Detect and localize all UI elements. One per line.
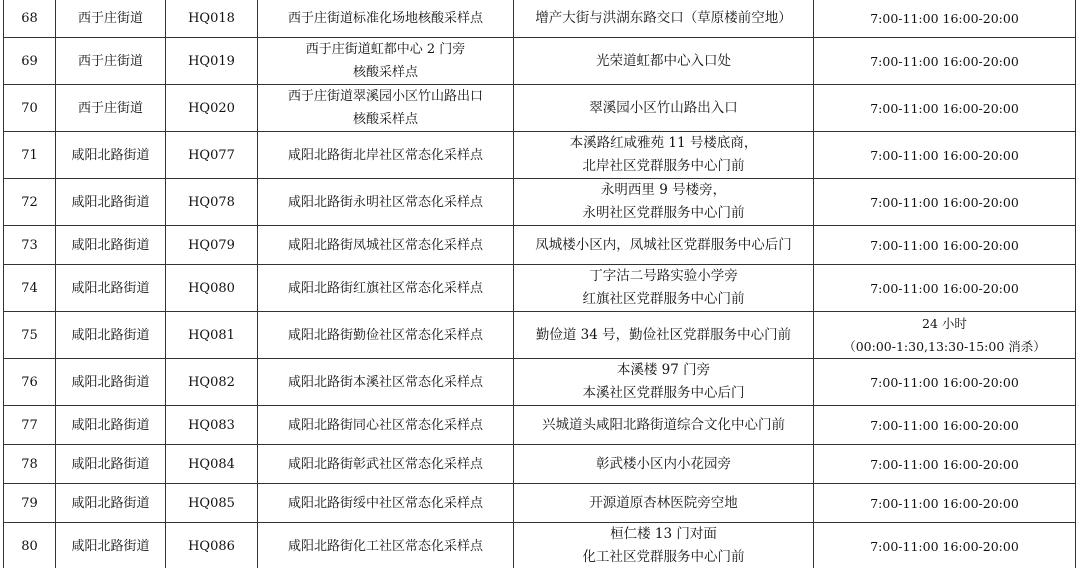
cell-site-name <box>258 38 514 85</box>
table-body <box>4 0 1076 568</box>
cell-address-line: 本溪社区党群服务中心后门 <box>582 385 745 401</box>
cell-site-name <box>258 523 514 568</box>
cell-hours <box>814 0 1076 38</box>
cell-site-code: HQ085 <box>166 484 258 523</box>
cell-address <box>514 132 814 179</box>
table-row <box>4 179 1076 226</box>
cell-hours <box>814 359 1076 406</box>
cell-number: 69 <box>4 38 56 85</box>
cell-hours-line: 7:00-11:00 16:00-20:00 <box>870 10 1019 26</box>
cell-site-name-line: 咸阳北路街同心社区常态化采样点 <box>287 417 483 433</box>
cell-number: 74 <box>4 265 56 312</box>
cell-number: 78 <box>4 445 56 484</box>
cell-address-line: 永明社区党群服务中心门前 <box>582 205 745 221</box>
cell-site-code: HQ019 <box>166 38 258 85</box>
cell-site-name-line: 咸阳北路街勤俭社区常态化采样点 <box>287 327 483 343</box>
table-row <box>4 132 1076 179</box>
cell-address-line: 红旗社区党群服务中心门前 <box>582 291 745 307</box>
cell-site-name-line: 咸阳北路街永明社区常态化采样点 <box>287 194 483 210</box>
cell-hours-line: 7:00-11:00 16:00-20:00 <box>870 417 1019 433</box>
cell-site-code: HQ083 <box>166 406 258 445</box>
cell-site-name-line: 咸阳北路街绥中社区常态化采样点 <box>287 495 483 511</box>
cell-address <box>514 85 814 132</box>
table-row <box>4 226 1076 265</box>
cell-street: 西于庄街道 <box>56 0 166 38</box>
cell-hours-line: 7:00-11:00 16:00-20:00 <box>870 194 1019 210</box>
cell-address-line: 开源道原杏林医院旁空地 <box>589 494 738 511</box>
cell-site-name <box>258 484 514 523</box>
cell-number: 75 <box>4 312 56 359</box>
cell-street: 咸阳北路街道 <box>56 445 166 484</box>
cell-hours <box>814 179 1076 226</box>
cell-site-code: HQ020 <box>166 85 258 132</box>
cell-site-name-line: 西于庄街道标准化场地核酸采样点 <box>287 10 483 26</box>
cell-hours-line: 24 小时 <box>922 316 967 331</box>
cell-number: 70 <box>4 85 56 132</box>
cell-address-line: 北岸社区党群服务中心门前 <box>582 158 745 174</box>
cell-address <box>514 312 814 359</box>
cell-address-line: 兴城道头咸阳北路街道综合文化中心门前 <box>542 416 785 433</box>
cell-hours <box>814 445 1076 484</box>
cell-site-name-line: 咸阳北路街红旗社区常态化采样点 <box>287 280 483 296</box>
table-row <box>4 312 1076 359</box>
cell-hours <box>814 38 1076 85</box>
cell-hours-line: 7:00-11:00 16:00-20:00 <box>870 374 1019 390</box>
cell-hours-line: （00:00-1:30,13:30-15:00 消杀） <box>843 339 1046 354</box>
cell-address-line: 永明西里 9 号楼旁， <box>600 182 727 198</box>
cell-hours <box>814 226 1076 265</box>
cell-site-name <box>258 312 514 359</box>
cell-address-line: 彰武楼小区内小花园旁 <box>596 455 731 472</box>
cell-hours <box>814 523 1076 568</box>
cell-site-name <box>258 0 514 38</box>
cell-site-name <box>258 179 514 226</box>
cell-address <box>514 226 814 265</box>
cell-street: 咸阳北路街道 <box>56 312 166 359</box>
cell-site-name <box>258 359 514 406</box>
cell-hours-line: 7:00-11:00 16:00-20:00 <box>870 53 1019 69</box>
cell-site-code: HQ078 <box>166 179 258 226</box>
cell-site-name-line: 西于庄街道虹都中心 2 门旁 <box>305 42 466 57</box>
cell-site-name <box>258 85 514 132</box>
table-row <box>4 359 1076 406</box>
cell-street: 西于庄街道 <box>56 38 166 85</box>
cell-site-code: HQ079 <box>166 226 258 265</box>
cell-site-name-line: 咸阳北路街彰武社区常态化采样点 <box>287 456 483 472</box>
cell-number: 68 <box>4 0 56 38</box>
cell-address-line: 勤俭道 34 号，勤俭社区党群服务中心门前 <box>535 326 792 343</box>
cell-hours-line: 7:00-11:00 16:00-20:00 <box>870 538 1019 554</box>
cell-hours <box>814 406 1076 445</box>
cell-site-name <box>258 132 514 179</box>
cell-address-line: 本溪路红咸雅苑 11 号楼底商， <box>569 135 758 151</box>
cell-site-name <box>258 406 514 445</box>
cell-hours <box>814 85 1076 132</box>
cell-street: 西于庄街道 <box>56 85 166 132</box>
cell-address-line: 丁字沽二号路实验小学旁 <box>589 268 738 284</box>
cell-address-line: 增产大街与洪湖东路交口（草原楼前空地） <box>535 9 792 26</box>
cell-site-code: HQ077 <box>166 132 258 179</box>
cell-site-name <box>258 265 514 312</box>
cell-site-code: HQ081 <box>166 312 258 359</box>
cell-address-line: 桓仁楼 13 门对面 <box>610 526 717 542</box>
cell-site-code: HQ086 <box>166 523 258 568</box>
cell-address <box>514 359 814 406</box>
table-row <box>4 445 1076 484</box>
cell-site-code: HQ082 <box>166 359 258 406</box>
cell-site-name-line: 西于庄街道翠溪园小区竹山路出口 <box>287 89 483 104</box>
cell-street: 咸阳北路街道 <box>56 359 166 406</box>
cell-site-code: HQ084 <box>166 445 258 484</box>
cell-street: 咸阳北路街道 <box>56 523 166 568</box>
table-row <box>4 484 1076 523</box>
cell-hours <box>814 312 1076 359</box>
cell-hours-line: 7:00-11:00 16:00-20:00 <box>870 237 1019 253</box>
cell-site-code: HQ080 <box>166 265 258 312</box>
cell-site-code: HQ018 <box>166 0 258 38</box>
cell-street: 咸阳北路街道 <box>56 179 166 226</box>
cell-site-name-line: 咸阳北路街凤城社区常态化采样点 <box>287 237 483 253</box>
cell-address <box>514 523 814 568</box>
cell-street: 咸阳北路街道 <box>56 226 166 265</box>
table-row <box>4 265 1076 312</box>
cell-street: 咸阳北路街道 <box>56 132 166 179</box>
cell-street: 咸阳北路街道 <box>56 484 166 523</box>
cell-site-name-line: 咸阳北路街化工社区常态化采样点 <box>287 538 483 554</box>
cell-address <box>514 0 814 38</box>
cell-site-name-line: 核酸采样点 <box>352 65 418 80</box>
cell-hours <box>814 132 1076 179</box>
cell-number: 76 <box>4 359 56 406</box>
cell-number: 77 <box>4 406 56 445</box>
cell-number: 72 <box>4 179 56 226</box>
cell-address <box>514 179 814 226</box>
cell-number: 73 <box>4 226 56 265</box>
cell-address-line: 凤城楼小区内，凤城社区党群服务中心后门 <box>535 236 792 253</box>
table-row <box>4 523 1076 568</box>
cell-site-name <box>258 445 514 484</box>
cell-site-name <box>258 226 514 265</box>
cell-street: 咸阳北路街道 <box>56 406 166 445</box>
cell-hours <box>814 265 1076 312</box>
cell-address <box>514 38 814 85</box>
cell-address <box>514 484 814 523</box>
cell-number: 80 <box>4 523 56 568</box>
cell-hours-line: 7:00-11:00 16:00-20:00 <box>870 280 1019 296</box>
cell-hours-line: 7:00-11:00 16:00-20:00 <box>870 147 1019 163</box>
cell-street: 咸阳北路街道 <box>56 265 166 312</box>
cell-address-line: 翠溪园小区竹山路出入口 <box>589 99 738 116</box>
cell-address-line: 化工社区党群服务中心门前 <box>582 549 745 565</box>
cell-address <box>514 445 814 484</box>
cell-hours <box>814 484 1076 523</box>
table-row <box>4 406 1076 445</box>
cell-address-line: 光荣道虹都中心入口处 <box>596 52 731 69</box>
cell-address <box>514 406 814 445</box>
table-row <box>4 85 1076 132</box>
cell-number: 71 <box>4 132 56 179</box>
cell-address-line: 本溪楼 97 门旁 <box>616 362 711 378</box>
cell-hours-line: 7:00-11:00 16:00-20:00 <box>870 456 1019 472</box>
cell-site-name-line: 核酸采样点 <box>352 112 418 127</box>
cell-site-name-line: 咸阳北路街北岸社区常态化采样点 <box>287 147 483 163</box>
sampling-sites-table <box>3 0 1076 568</box>
cell-site-name-line: 咸阳北路街本溪社区常态化采样点 <box>287 374 483 390</box>
cell-number: 79 <box>4 484 56 523</box>
cell-hours-line: 7:00-11:00 16:00-20:00 <box>870 495 1019 511</box>
cell-address <box>514 265 814 312</box>
table-row <box>4 38 1076 85</box>
table-row <box>4 0 1076 38</box>
cell-hours-line: 7:00-11:00 16:00-20:00 <box>870 100 1019 116</box>
